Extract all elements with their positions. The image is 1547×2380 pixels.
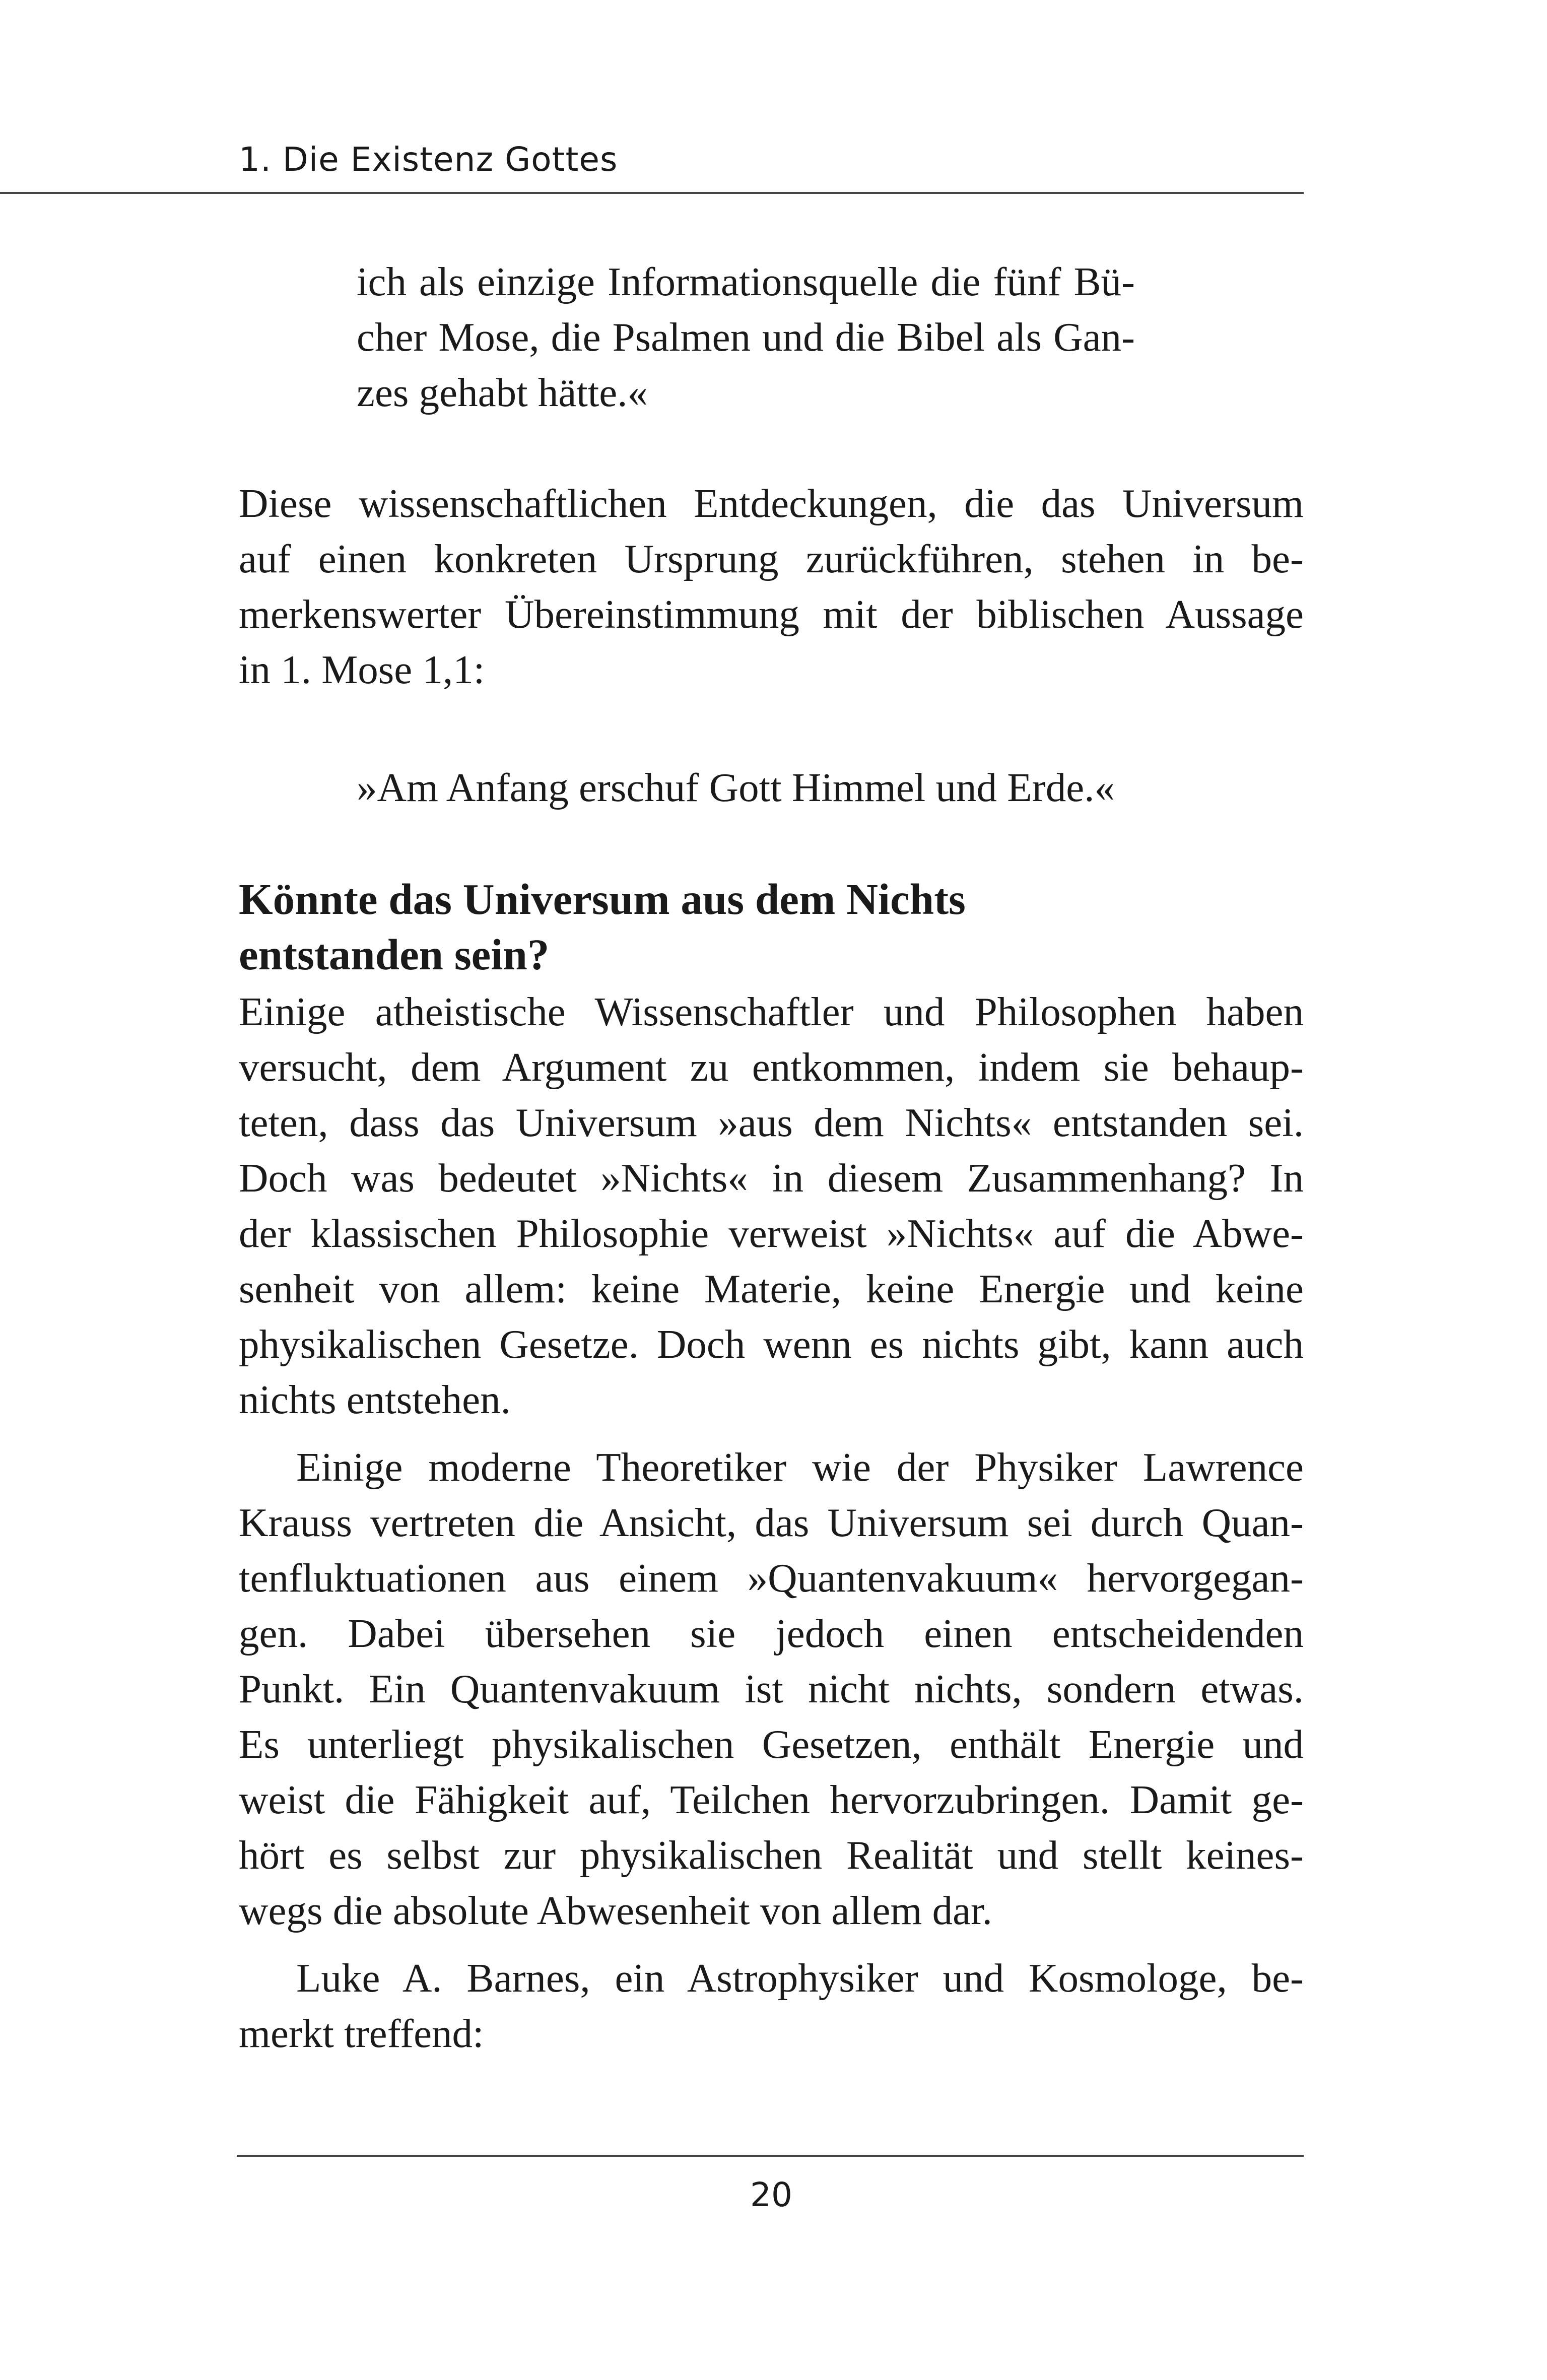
quote-line: cher Mose, die Psalmen und die Bibel als Gan- — [357, 314, 1135, 360]
paragraph-line: auf einen konkreten Ursprung zurückführen, stehen in be- — [239, 536, 1304, 581]
paragraph-line: nichts entstehen. — [239, 1377, 511, 1422]
footer-rule — [237, 2155, 1304, 2157]
section-heading-line: entstanden sein? — [239, 930, 550, 979]
bible-quote: »Am Anfang erschuf Gott Himmel und Erde.« — [357, 765, 1115, 810]
paragraph-line: in 1. Mose 1,1: — [239, 647, 485, 692]
paragraph-line: Punkt. Ein Quantenvakuum ist nicht nichts, sondern etwas. — [239, 1666, 1304, 1711]
paragraph-line: physikalischen Gesetze. Doch wenn es nichts gibt, kann auch — [239, 1321, 1304, 1367]
section-heading-line: Könnte das Universum aus dem Nichts — [239, 875, 966, 923]
quote-line: zes gehabt hätte.« — [357, 370, 648, 415]
paragraph-line: weist die Fähigkeit auf, Teilchen hervorzubringen. Damit ge- — [239, 1777, 1304, 1822]
paragraph-line: merkt treffend: — [239, 2011, 484, 2056]
paragraph-line: hört es selbst zur physikalischen Realität und stellt keines- — [239, 1832, 1304, 1878]
running-header: 1. Die Existenz Gottes — [239, 140, 618, 179]
paragraph-line: Einige moderne Theoretiker wie der Physiker Lawrence — [296, 1444, 1304, 1490]
paragraph-line: gen. Dabei übersehen sie jedoch einen entscheidenden — [239, 1611, 1304, 1656]
paragraph-line: merkenswerter Übereinstimmung mit der biblischen Aussage — [239, 591, 1304, 637]
quote-line: ich als einzige Informationsquelle die fünf Bü- — [357, 259, 1135, 304]
paragraph-line: der klassischen Philosophie verweist »Nichts« auf die Abwe- — [239, 1211, 1304, 1256]
paragraph-line: tenfluktuationen aus einem »Quantenvakuum« hervorgegan- — [239, 1555, 1304, 1601]
paragraph-line: Einige atheistische Wissenschaftler und Philosophen haben — [239, 989, 1304, 1034]
paragraph-line: senheit von allem: keine Materie, keine Energie und keine — [239, 1266, 1304, 1311]
paragraph-line: wegs die absolute Abwesenheit von allem dar. — [239, 1888, 992, 1933]
paragraph-line: Luke A. Barnes, ein Astrophysiker und Kosmologe, be- — [296, 1955, 1304, 2001]
paragraph-line: Es unterliegt physikalischen Gesetzen, enthält Energie und — [239, 1722, 1304, 1767]
paragraph-line: Diese wissenschaftlichen Entdeckungen, die das Universum — [239, 481, 1304, 526]
header-rule — [0, 192, 1304, 194]
page-number: 20 — [750, 2175, 792, 2214]
paragraph-line: Doch was bedeutet »Nichts« in diesem Zusammenhang? In — [239, 1155, 1304, 1201]
paragraph-line: versucht, dem Argument zu entkommen, indem sie behaup- — [239, 1044, 1304, 1090]
paragraph-line: teten, dass das Universum »aus dem Nichts« entstanden sei. — [239, 1100, 1304, 1145]
paragraph-line: Krauss vertreten die Ansicht, das Universum sei durch Quan- — [239, 1500, 1304, 1545]
